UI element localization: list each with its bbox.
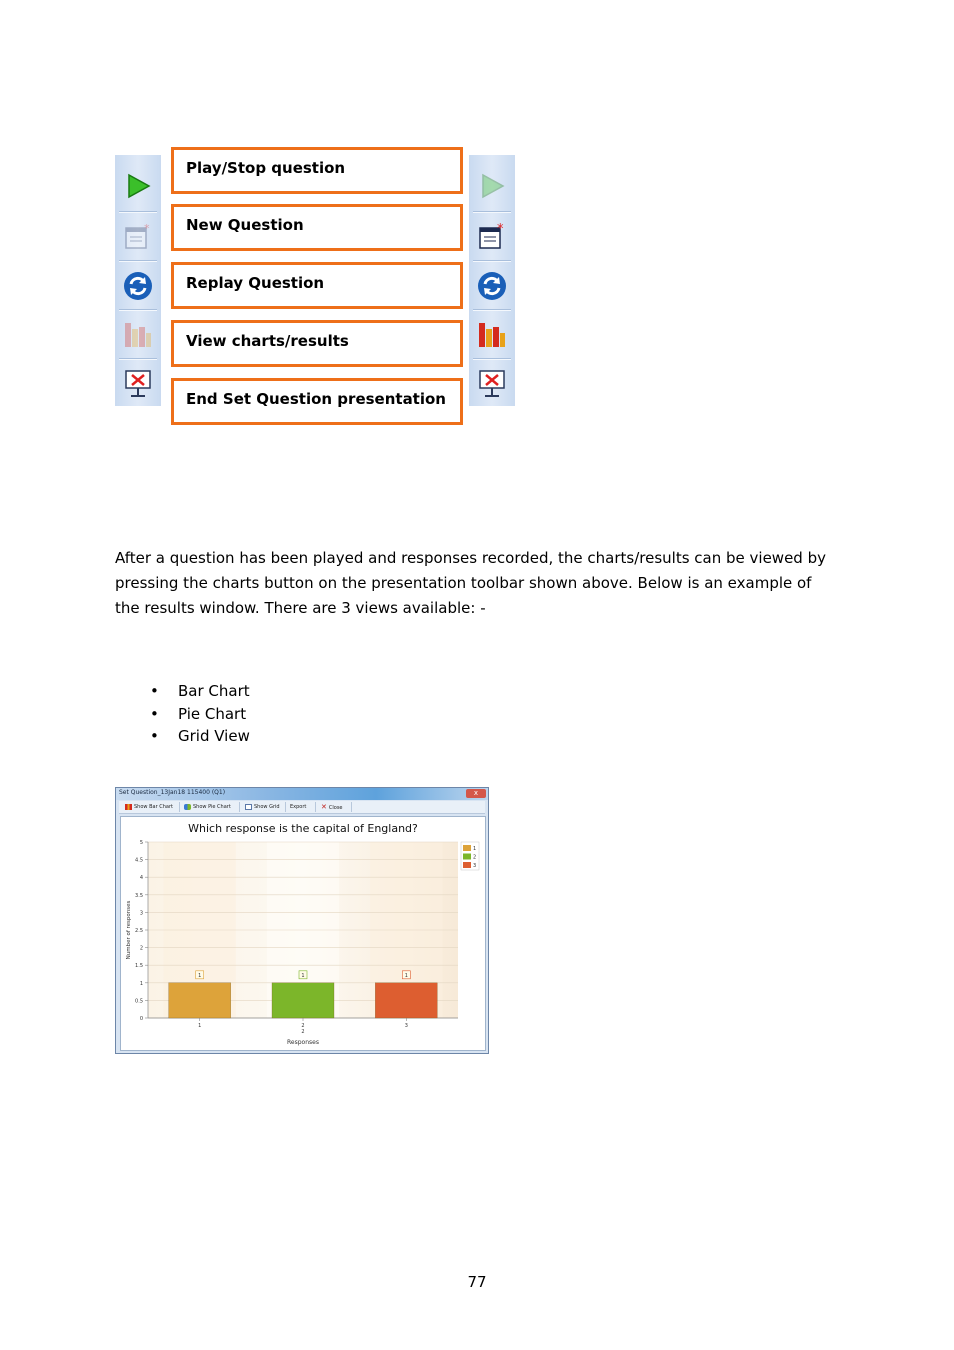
x-axis-title: Responses <box>287 1039 319 1046</box>
bar-chart <box>121 817 485 1050</box>
y-tick-label: 3 <box>139 910 143 917</box>
y-tick-label: 1 <box>139 980 143 987</box>
y-tick-label: 1.5 <box>135 963 143 970</box>
play-icon[interactable] <box>121 169 155 203</box>
chart-area <box>120 816 486 1051</box>
bar-chart-icon[interactable] <box>475 317 509 351</box>
close-button[interactable] <box>321 802 343 812</box>
legend-label: 1 <box>473 846 477 852</box>
tool-label: Close <box>328 805 343 811</box>
callout-replay <box>171 262 463 309</box>
data-label: 1 <box>301 972 305 979</box>
replay-icon[interactable] <box>475 269 509 303</box>
window-toolbar <box>119 801 485 814</box>
legend-swatch <box>463 854 471 860</box>
list-item: • Pie Chart <box>150 703 250 726</box>
x-axis-label: 2 <box>301 1029 305 1035</box>
body-paragraph: After a question has been played and responses recorded, the charts/results can be viewed by pressing the charts button on the presentation toolbar shown above. Below is an example of the results window. There are 3 views available: - <box>115 549 826 617</box>
y-tick-label: 0.5 <box>135 998 143 1005</box>
views-list <box>150 680 250 748</box>
x-tick-label: 1 <box>198 1023 202 1029</box>
tool-label: Show Bar Chart <box>134 804 173 810</box>
y-tick-label: 4.5 <box>135 857 143 864</box>
bar <box>375 983 437 1018</box>
svg-text:*: * <box>144 222 150 235</box>
callout-label: View charts/results <box>186 332 349 350</box>
toolbar-strip-after <box>469 155 515 406</box>
bar-chart-icon <box>125 804 132 810</box>
callout-label: New Question <box>186 216 304 234</box>
y-tick-label: 2 <box>139 945 143 952</box>
results-window <box>115 787 489 1054</box>
tool-label: Show Grid <box>254 804 280 810</box>
y-tick-label: 0 <box>139 1016 143 1022</box>
x-tick-label: 2 <box>301 1023 305 1029</box>
bar <box>169 983 231 1018</box>
show-grid-button[interactable] <box>245 802 280 812</box>
callout-label: Replay Question <box>186 274 325 292</box>
list-item: • Bar Chart <box>150 680 250 703</box>
callout-view-charts <box>171 320 463 367</box>
window-title-bar <box>116 788 488 800</box>
end-presentation-icon[interactable] <box>121 366 155 400</box>
grid-icon <box>245 804 252 810</box>
callout-label: End Set Question presentation <box>186 390 446 408</box>
svg-text:*: * <box>497 222 504 237</box>
callout-label: Play/Stop question <box>186 159 346 177</box>
callout-end-presentation <box>171 378 463 425</box>
callout-new-question <box>171 204 463 251</box>
bar-chart-icon <box>121 317 155 351</box>
data-label: 1 <box>198 972 202 979</box>
replay-icon[interactable] <box>121 269 155 303</box>
play-icon <box>475 169 509 203</box>
y-tick-label: 3.5 <box>135 892 143 899</box>
window-title: Set Question_13Jan18 115400 (Q1) <box>119 789 226 796</box>
chart-title: Which response is the capital of England? <box>188 822 418 835</box>
legend-label: 2 <box>473 854 477 861</box>
pie-chart-icon <box>184 804 191 810</box>
callout-play-stop <box>171 147 463 194</box>
legend-label: 3 <box>473 863 477 869</box>
y-axis-title: Number of responses <box>126 900 132 960</box>
page-number: 77 <box>467 1273 487 1291</box>
legend-swatch <box>463 845 471 851</box>
tool-label: Show Pie Chart <box>193 804 231 810</box>
show-pie-chart-button[interactable] <box>184 802 231 812</box>
close-icon: ✕ <box>321 803 327 811</box>
legend-swatch <box>463 862 471 868</box>
y-tick-label: 5 <box>139 840 143 846</box>
toolbar-strip-before <box>115 155 161 406</box>
list-item: • Grid View <box>150 725 250 748</box>
new-question-icon <box>121 220 155 254</box>
y-tick-label: 4 <box>139 875 143 882</box>
y-tick-label: 2.5 <box>135 928 143 934</box>
show-bar-chart-button[interactable] <box>125 802 173 812</box>
export-button[interactable]: Export <box>290 804 307 810</box>
data-label: 1 <box>404 972 408 979</box>
end-presentation-icon[interactable] <box>475 366 509 400</box>
bar <box>272 983 334 1018</box>
new-question-icon[interactable] <box>475 220 509 254</box>
x-tick-label: 3 <box>404 1023 408 1029</box>
close-icon[interactable]: x <box>466 789 486 798</box>
